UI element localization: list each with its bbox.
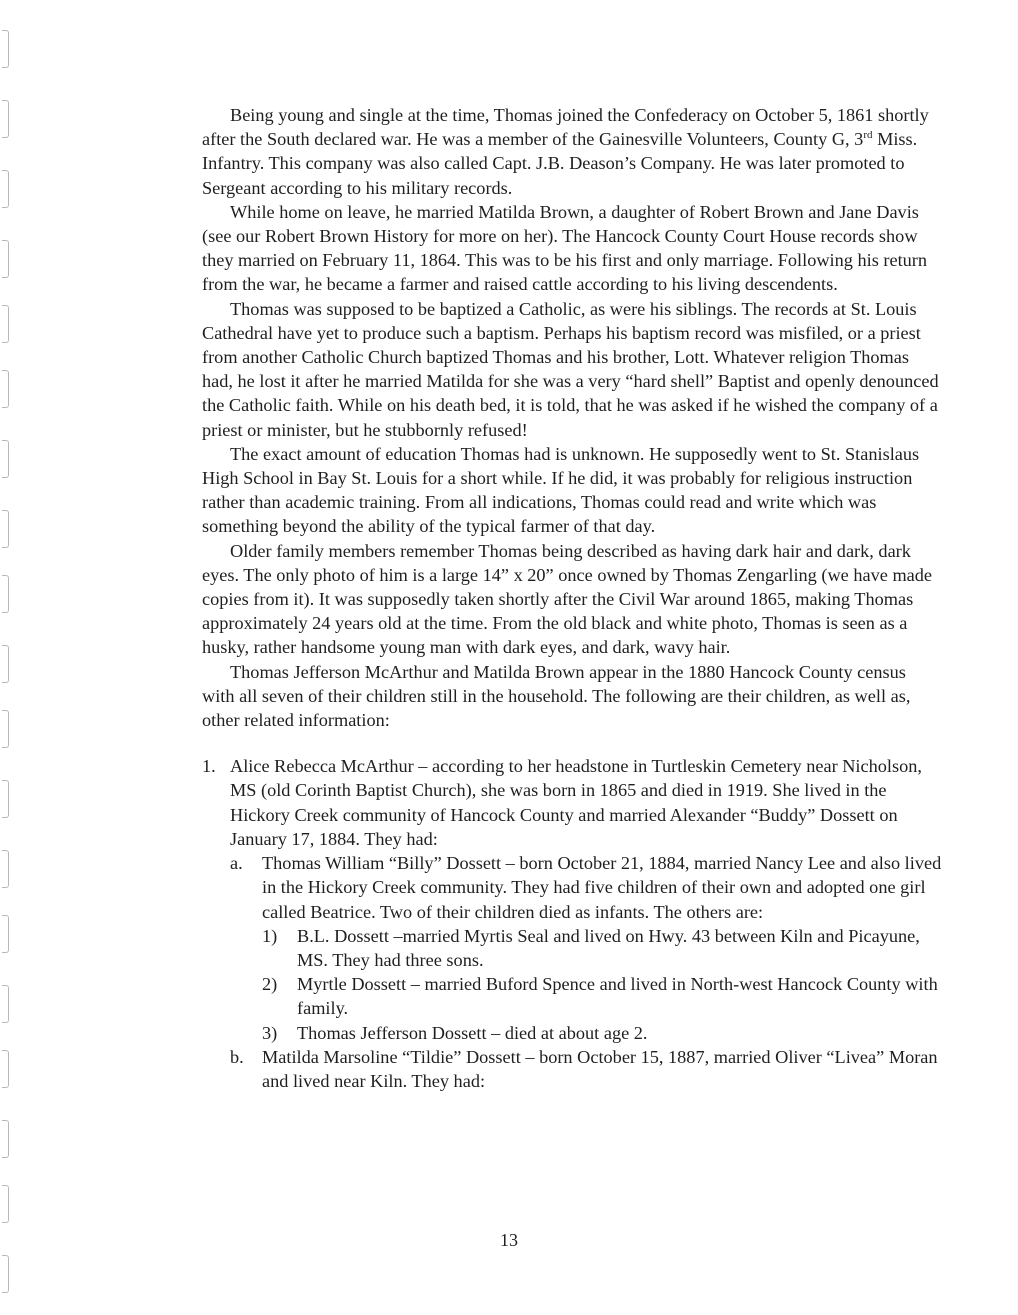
page-number: 13 xyxy=(500,1230,518,1250)
list-item-text: Myrtle Dossett – married Buford Spence and lived in North-west Hancock County with family. xyxy=(297,974,938,1019)
binder-mark xyxy=(2,780,9,818)
paragraph-religion: Thomas was supposed to be baptized a Catholic, as were his siblings. The records at St. Louis Cathedral have yet to produce such a baptism. Perhaps his baptism record was misfiled, or a priest from another Catholic Church baptized Thomas and his brother, Lott. Whatever religion Thomas had, he lost it after he married Matilda for she was a very “hard shell” Baptist and openly denounced the Catholic faith. While on his death bed, it is told, that he was asked if he wished the company of a priest or minister, but he stubbornly refused! xyxy=(202,298,939,440)
list-item-myrtle-dossett xyxy=(202,972,942,1020)
list-marker: 2) xyxy=(262,974,278,995)
ordinal-suffix: rd xyxy=(863,129,873,142)
paragraph-appearance: Older family members remember Thomas being described as having dark hair and dark, dark eyes. The only photo of him is a large 14” x 20” once owned by Thomas Zengarling (we have made copies from it). It was supposedly taken shortly after the Civil War around 1865, making Thomas approximately 24 years old at the time. From the old black and white photo, Thomas is seen as a husky, rather handsome young man with dark eyes, and dark, wavy hair. xyxy=(202,540,933,658)
paragraph-education: The exact amount of education Thomas had is unknown. He supposedly went to St. Stanislaus High School in Bay St. Louis for a short while. If he did, it was probably for religious instruction rather than academic training. From all indications, Thomas could read and write which was something beyond the ability of the typical farmer of that day. xyxy=(202,443,920,537)
list-marker: b. xyxy=(230,1046,244,1067)
paragraph-marriage: While home on leave, he married Matilda Brown, a daughter of Robert Brown and Jane Davis (see our Robert Brown History for more on her). The Hancock County Court House records show they married on February 11, 1864. This was to be his first and only marriage. Following his return from the war, he became a farmer and raised cattle according to his living descendents. xyxy=(202,201,928,295)
binder-mark xyxy=(2,1120,9,1158)
binder-hole-marks xyxy=(0,0,14,1315)
list-item-alice xyxy=(202,754,942,851)
paragraph-census: Thomas Jefferson McArthur and Matilda Brown appear in the 1880 Hancock County census with all seven of their children still in the household. The following are their children, as well as, other related information: xyxy=(202,661,911,731)
list-item-text: Thomas Jefferson Dossett – died at about age 2. xyxy=(297,1022,648,1043)
list-marker: 3) xyxy=(262,1022,278,1043)
binder-mark xyxy=(2,240,9,278)
body-text xyxy=(202,103,942,1093)
paragraph-confederacy-end: Miss. Infantry. This company was also called Capt. J.B. Deason’s Company. He was later promoted to Sergeant according to his military records. xyxy=(202,129,918,198)
binder-mark xyxy=(2,100,9,138)
binder-mark xyxy=(2,985,9,1023)
binder-mark xyxy=(2,370,9,408)
binder-mark xyxy=(2,915,9,953)
binder-mark xyxy=(2,575,9,613)
list-item-bl-dossett xyxy=(202,924,942,972)
list-item-text: Matilda Marsoline “Tildie” Dossett – born October 15, 1887, married Oliver “Livea” Moran and lived near Kiln. They had: xyxy=(262,1046,938,1091)
list-item-thomas-william xyxy=(202,851,942,924)
list-item-text: Alice Rebecca McArthur – according to her headstone in Turtleskin Cemetery near Nicholson, MS (old Corinth Baptist Church), she was born in 1865 and died in 1919. She lived in the Hickory Creek community of Hancock County and married Alexander “Buddy” Dossett on January 17, 1884. They had: xyxy=(230,756,922,849)
binder-mark xyxy=(2,1050,9,1088)
binder-mark xyxy=(2,850,9,888)
binder-mark xyxy=(2,510,9,548)
binder-mark xyxy=(2,170,9,208)
paragraph-confederacy xyxy=(202,103,942,200)
binder-mark xyxy=(2,1185,9,1223)
list-item-text: B.L. Dossett –married Myrtis Seal and lived on Hwy. 43 between Kiln and Picayune, MS. They had three sons. xyxy=(297,925,920,970)
list-marker: a. xyxy=(230,853,243,874)
binder-mark xyxy=(2,1255,9,1293)
binder-mark xyxy=(2,305,9,343)
binder-mark xyxy=(2,645,9,683)
binder-mark xyxy=(2,440,9,478)
paragraph-confederacy-start: Being young and single at the time, Thomas joined the Confederacy on October 5, 1861 shortly after the South declared war. He was a member of the Gainesville Volunteers, County G, 3 xyxy=(202,105,929,150)
list-item-thomas-jefferson-dossett xyxy=(202,1021,942,1045)
list-marker: 1. xyxy=(202,756,216,777)
binder-mark xyxy=(2,30,9,68)
list-item-text: Thomas William “Billy” Dossett – born October 21, 1884, married Nancy Lee and also lived in the Hickory Creek community. They had five children of their own and adopted one girl called Beatrice. Two of their children died as infants. The others are: xyxy=(262,853,942,922)
list-item-matilda-marsoline xyxy=(202,1045,942,1093)
binder-mark xyxy=(2,710,9,748)
section-spacer xyxy=(202,732,942,754)
list-marker: 1) xyxy=(262,925,278,946)
